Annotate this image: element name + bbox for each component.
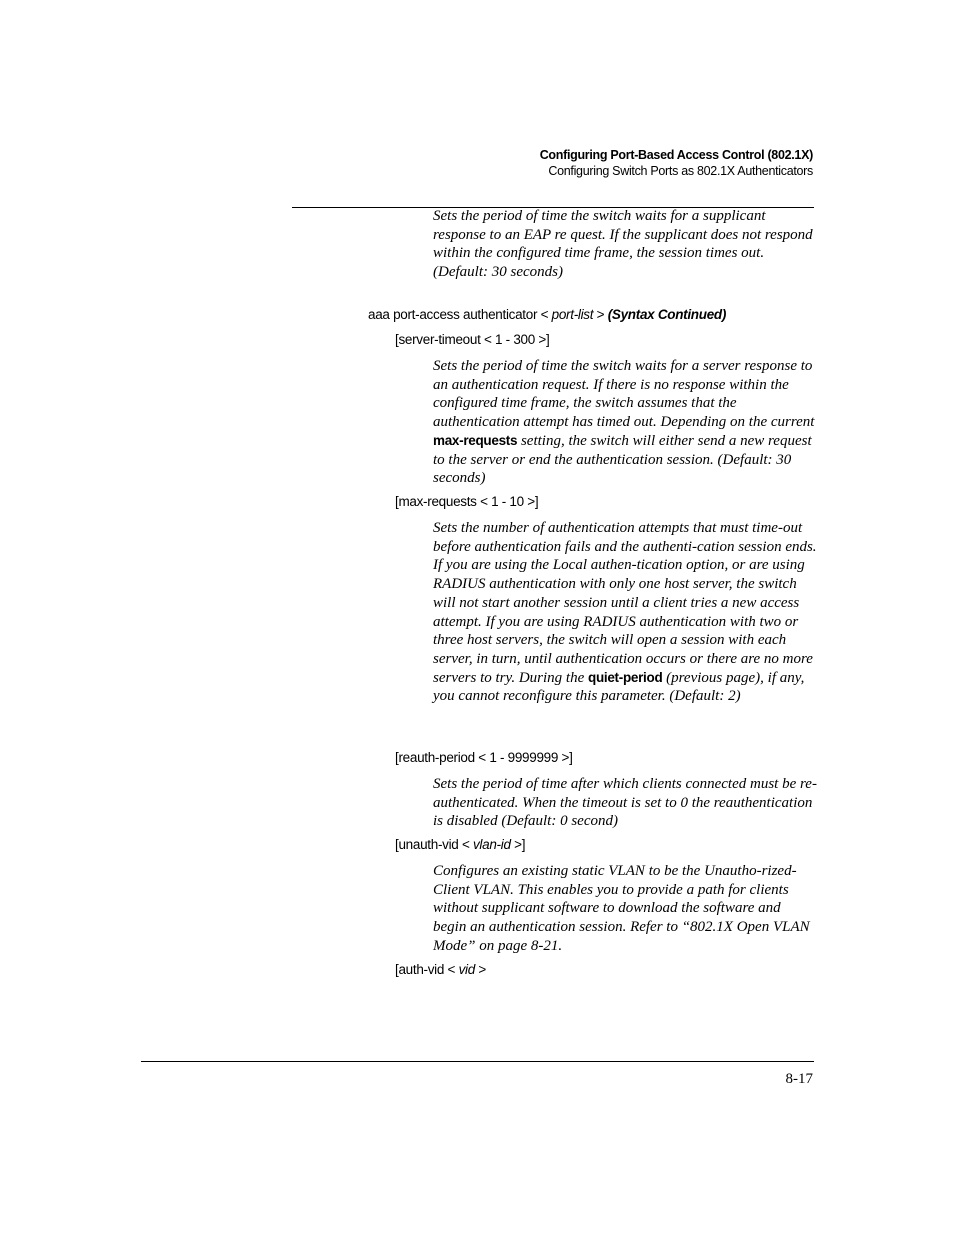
param-auth-vid: [auth-vid < vid > xyxy=(395,962,486,977)
page-number: 8-17 xyxy=(785,1071,813,1087)
param-reauth-period: [reauth-period < 1 - 9999999 >] xyxy=(395,750,573,765)
param-max-requests-description: Sets the number of authentication attempts that must time-out before authentication fails and the authenti-cation session ends. If you are using the Local authen-tication option, or are using RADIUS authentication with only one host server, the switch will not start another session until a client tries a new access attempt. If you are using RADIUS authentication with two or three host servers, the switch will open a session with each server, in turn, until authentication occurs or there are no more servers to try. During the quiet-period (previous page), if any, you cannot reconfigure this parameter. (Default: 2) xyxy=(433,520,817,705)
footer-rule xyxy=(141,1061,814,1062)
syntax-continued-label: (Syntax Continued) xyxy=(607,307,727,322)
param-unauth-vid: [unauth-vid < vlan-id >] xyxy=(395,837,526,852)
param-unauth-vid-description: Configures an existing static VLAN to be the Unautho-rized-Client VLAN. This enables you to provide a path for clients without supplicant software to download the software and begin an authentication session. Refer to “802.1X Open VLAN Mode” on page 8-21. xyxy=(433,863,810,954)
intro-description: Sets the period of time the switch waits for a supplicant response to an EAP re quest. If the supplicant does not respond within the configured time frame, the session times out. (Default: 30 seconds) xyxy=(433,208,813,281)
syntax-argument: port-list xyxy=(551,307,594,322)
param-server-timeout-description: Sets the period of time the switch waits for a server response to an authentication request. If there is no response within the configured time frame, the switch assumes that the authentication attempt has timed out. Depending on the current max-requests setting, the switch will either send a new request to the server or end the authentication session. (Default: 30 seconds) xyxy=(433,358,815,487)
syntax-close: > xyxy=(593,307,608,322)
param-server-timeout: [server-timeout < 1 - 300 >] xyxy=(395,332,550,347)
keyword-quiet-period: quiet-period xyxy=(588,669,663,685)
running-header-subtitle: Configuring Switch Ports as 802.1X Authenticators xyxy=(548,164,813,178)
keyword-max-requests: max-requests xyxy=(433,432,518,448)
param-max-requests: [max-requests < 1 - 10 >] xyxy=(395,494,539,509)
running-header-title: Configuring Port-Based Access Control (802.1X) xyxy=(539,148,813,162)
param-reauth-period-description: Sets the period of time after which clients connected must be re-authenticated. When the timeout is set to 0 the reauthentication is disabled (Default: 0 second) xyxy=(433,776,817,830)
syntax-line xyxy=(368,307,726,322)
syntax-command: aaa port-access authenticator < xyxy=(368,307,552,322)
